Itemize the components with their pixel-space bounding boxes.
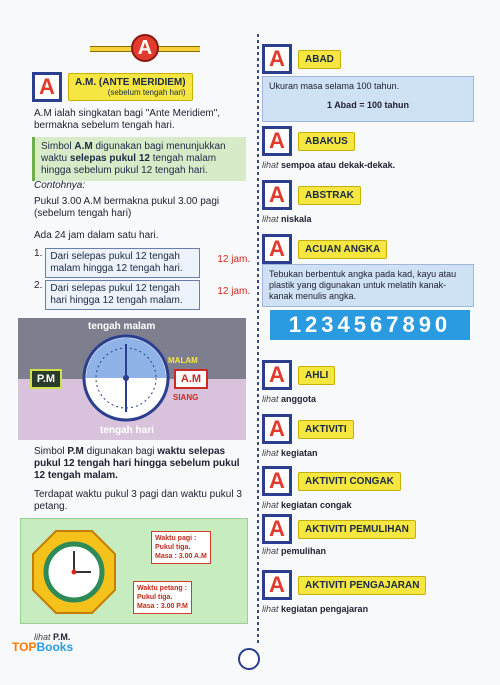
list-value: 12 jam. bbox=[217, 286, 251, 297]
text-part: Simbol bbox=[34, 446, 68, 457]
see-also-abstrak bbox=[262, 214, 312, 224]
hours-note: Ada 24 jam dalam satu hari. bbox=[34, 230, 159, 241]
see-also-aktiviti-pemulihan bbox=[262, 546, 326, 556]
am-usage-box bbox=[32, 137, 246, 181]
entry-letter-box: A bbox=[262, 360, 292, 390]
list-item bbox=[34, 280, 250, 310]
see-also-aktiviti-pengajaran bbox=[262, 604, 368, 614]
section-letter: A bbox=[131, 34, 159, 62]
entry-letter-box: A bbox=[262, 570, 292, 600]
definition-text: Ukuran masa selama 100 tahun. bbox=[269, 81, 400, 91]
clock-face-icon bbox=[80, 332, 172, 424]
see-also-aktiviti-congak bbox=[262, 500, 352, 510]
see-label: lihat bbox=[34, 632, 51, 642]
entry-term-ahli: AHLI bbox=[298, 366, 335, 385]
entry-term-acuan-angka: ACUAN ANGKA bbox=[298, 240, 387, 259]
logo-part: TOP bbox=[12, 640, 37, 654]
see-label: lihat bbox=[262, 546, 279, 556]
info-line: Pukul tiga. bbox=[137, 594, 173, 601]
entry-ahli-head bbox=[262, 360, 335, 390]
digit-strip: 1234567890 bbox=[270, 310, 470, 340]
see-also-aktiviti bbox=[262, 448, 318, 458]
info-line: Pukul tiga. bbox=[155, 544, 191, 551]
entry-am-head bbox=[32, 72, 193, 102]
see-ref: niskala bbox=[281, 214, 312, 224]
see-also-abakus bbox=[262, 160, 395, 170]
three-oclock-note: Terdapat waktu pukul 3 pagi dan waktu pukul 3 petang. bbox=[34, 489, 242, 512]
entry-aktiviti-congak-head bbox=[262, 466, 401, 496]
entry-aktiviti-pemulihan-head bbox=[262, 514, 416, 544]
list-text: Dari selepas pukul 12 tengah hari hingga 12 tengah malam. bbox=[45, 280, 200, 310]
entry-term-abstrak: ABSTRAK bbox=[298, 186, 361, 205]
info-line: Masa : 3.00 P.M bbox=[137, 603, 188, 610]
page-nav-icon[interactable] bbox=[238, 648, 260, 670]
list-number: 1. bbox=[34, 248, 43, 259]
see-also-ahli bbox=[262, 394, 316, 404]
entry-acuan-head bbox=[262, 234, 387, 264]
text-part: tengah malam hingga sebelum pukul 12 tengah hari. bbox=[41, 153, 217, 176]
entry-term-aktiviti-pengajaran: AKTIVITI PENGAJARAN bbox=[298, 576, 426, 595]
entry-letter-box: A bbox=[262, 234, 292, 264]
entry-letter-box: A bbox=[32, 72, 62, 102]
text-bold: waktu selepas pukul 12 tengah hari hingga sebelum pukul 12 tengah malam. bbox=[34, 446, 240, 481]
text-part: Simbol bbox=[41, 141, 75, 152]
entry-letter-box: A bbox=[262, 126, 292, 156]
entry-term-aktiviti-pemulihan: AKTIVITI PEMULIHAN bbox=[298, 520, 416, 539]
text-bold: A.M bbox=[74, 141, 93, 152]
abad-equation: 1 Abad = 100 tahun bbox=[327, 100, 409, 110]
see-ref: sempoa atau dekak-dekak. bbox=[281, 160, 396, 170]
entry-aktiviti-pengajaran-head bbox=[262, 570, 426, 600]
abad-definition-box bbox=[262, 76, 474, 122]
logo-part: Books bbox=[36, 640, 74, 654]
three-oclock-diagram bbox=[20, 518, 248, 624]
entry-letter-box: A bbox=[262, 44, 292, 74]
entry-letter-box: A bbox=[262, 514, 292, 544]
acuan-definition-box: Tebukan berbentuk angka pada kad, kayu atau plastik yang digunakan untuk melatih kanak-kanak menulis angka. bbox=[262, 264, 474, 307]
entry-letter-box: A bbox=[262, 180, 292, 210]
text-part: digunakan bagi menunjukkan waktu bbox=[41, 141, 226, 164]
am-badge: A.M bbox=[174, 369, 208, 389]
pm-usage-text bbox=[34, 446, 246, 482]
night-label: MALAM bbox=[168, 356, 198, 365]
entry-abad-head bbox=[262, 44, 341, 74]
entry-term-am bbox=[68, 73, 193, 101]
see-ref: kegiatan congak bbox=[281, 500, 352, 510]
see-label: lihat bbox=[262, 160, 279, 170]
entry-term-abad: ABAD bbox=[298, 50, 341, 69]
definition-am: A.M ialah singkatan bagi "Ante Meridiem", bermakna sebelum tengah hari. bbox=[34, 108, 221, 131]
info-line: Waktu petang : bbox=[137, 585, 187, 592]
octagon-clock-icon bbox=[31, 529, 117, 615]
text-bold: selepas pukul 12 bbox=[69, 153, 150, 164]
entry-letter-box: A bbox=[262, 466, 292, 496]
entry-letter-box: A bbox=[262, 414, 292, 444]
example-text: Pukul 3.00 A.M bermakna pukul 3.00 pagi (sebelum tengah hari) bbox=[34, 196, 220, 219]
entry-aktiviti-head bbox=[262, 414, 354, 444]
text-bold: P.M bbox=[67, 446, 84, 457]
day-label: SIANG bbox=[173, 393, 199, 402]
afternoon-info-box bbox=[133, 581, 192, 614]
entry-term-aktiviti: AKTIVITI bbox=[298, 420, 354, 439]
term-label: A.M. (ANTE MERIDIEM) bbox=[75, 77, 186, 88]
term-sublabel: (sebelum tengah hari) bbox=[107, 88, 186, 97]
see-ref: anggota bbox=[281, 394, 317, 404]
see-label: lihat bbox=[262, 500, 279, 510]
publisher-logo bbox=[12, 640, 73, 654]
see-ref: pemulihan bbox=[281, 546, 327, 556]
entry-abstrak-head bbox=[262, 180, 361, 210]
see-label: lihat bbox=[262, 604, 279, 614]
list-value: 12 jam. bbox=[217, 254, 251, 265]
day-night-diagram bbox=[18, 318, 246, 440]
list-item bbox=[34, 248, 250, 278]
list-text: Dari selepas pukul 12 tengah malam hingga 12 tengah hari. bbox=[45, 248, 200, 278]
see-label: lihat bbox=[262, 214, 279, 224]
text-part: digunakan bagi bbox=[83, 446, 158, 457]
entry-abakus-head bbox=[262, 126, 355, 156]
entry-term-aktiviti-congak: AKTIVITI CONGAK bbox=[298, 472, 401, 491]
see-ref: kegiatan bbox=[281, 448, 318, 458]
morning-info-box bbox=[151, 531, 211, 564]
midnight-label: tengah malam bbox=[88, 321, 156, 332]
list-number: 2. bbox=[34, 280, 43, 291]
info-line: Waktu pagi : bbox=[155, 535, 197, 542]
see-ref: kegiatan pengajaran bbox=[281, 604, 369, 614]
info-line: Masa : 3.00 A.M bbox=[155, 553, 207, 560]
column-divider bbox=[257, 34, 259, 644]
see-label: lihat bbox=[262, 448, 279, 458]
example-label: Contohnya: bbox=[34, 180, 86, 191]
entry-term-abakus: ABAKUS bbox=[298, 132, 355, 151]
section-letter-header bbox=[90, 34, 200, 62]
pm-badge: P.M bbox=[30, 369, 62, 389]
noon-label: tengah hari bbox=[100, 425, 154, 436]
see-ref: P.M. bbox=[53, 632, 71, 642]
see-label: lihat bbox=[262, 394, 279, 404]
